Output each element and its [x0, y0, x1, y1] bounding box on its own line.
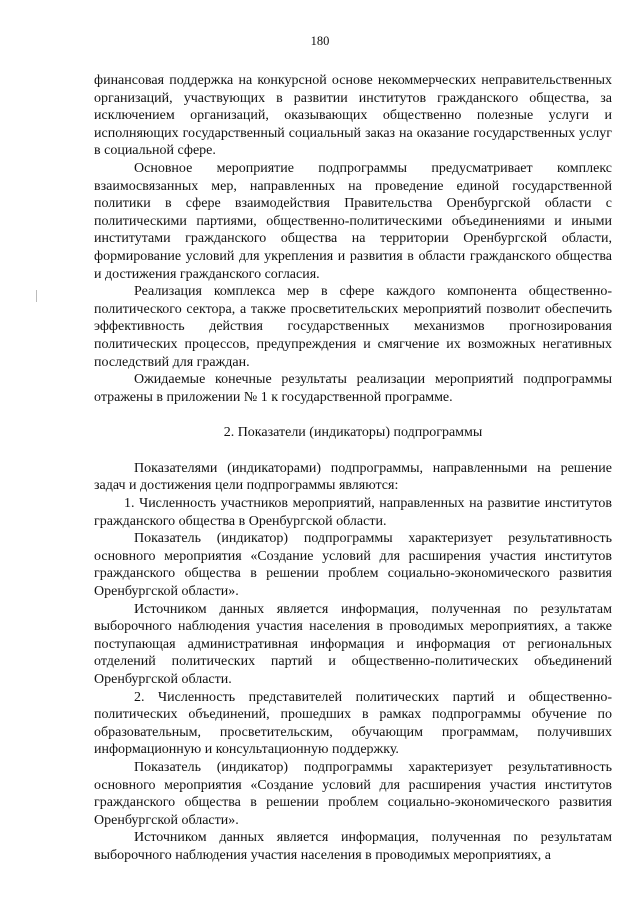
paragraph-2: Основное мероприятие подпрограммы предусматривает комплекс взаимосвязанных мер, направленных на проведение единой государственной политики в сфере взаимодействия Правительства Оренбургской области с политическими партиями, общественно-политическими объединениями и иными институтами гражданского общества на территории Оренбургской области, формирование условий для укрепления и развития в области гражданского общества и достижения гражданского согласия.: [94, 160, 612, 282]
section-heading: 2. Показатели (индикаторы) подпрограммы: [223, 425, 483, 441]
paragraph-11: Источником данных является информация, полученная по результатам выборочного наблюдения участия населения в проводимых мероприятиях, а: [94, 830, 612, 863]
paragraph-4: Ожидаемые конечные результаты реализации мероприятий подпрограммы отражены в приложении № 1 к государственной программе.: [94, 372, 612, 405]
list-item-2: 2. Численность представителей политических партий и общественно-политических объединений, прошедших в рамках подпрограммы обучение по образовательным, просветительским, обучающим программам, получивших информационную и консультационную поддержку.: [94, 689, 612, 758]
paragraph-7: Показатель (индикатор) подпрограммы характеризует результативность основного мероприятия «Создание условий для расширения участия институтов гражданского общества в решении проблем социально-экономического развития Оренбургской области».: [94, 531, 612, 600]
paragraph-3: Реализация комплекса мер в сфере каждого компонента общественно-политического сектора, а также просветительских мероприятий позволит обеспечить эффективность действия государственных механизмов прогнозирования политических процессов, предупреждения и смягчение их возможных негативных последствий для граждан.: [94, 284, 612, 370]
paragraph-1: финансовая поддержка на конкурсной основе некоммерческих неправительственных организаций, участвующих в развитии институтов гражданского общества, за исключением организаций, оказывающих общественно полезные услуги и исполняющих государственный социальный заказ на оказание государственных услуг в социальной сфере.: [94, 73, 612, 159]
margin-mark: [36, 290, 37, 302]
paragraph-8: Источником данных является информация, полученная по результатам выборочного наблюдения участия населения в проводимых мероприятиях, а также поступающая административная информация и информация от региональных отделений политических партий и общественно-политических объединений Оренбургской области.: [94, 601, 612, 687]
paragraph-5: Показателями (индикаторами) подпрограммы, направленными на решение задач и достижения цели подпрограммы являются:: [94, 460, 612, 494]
paragraph-10: Показатель (индикатор) подпрограммы характеризует результативность основного мероприятия «Создание условий для расширения участия институтов гражданского общества в решении проблем социально-экономического развития Оренбургской области».: [94, 759, 612, 828]
list-item-1: 1. Численность участников мероприятий, направленных на развитие институтов гражданского общества в Оренбургской области.: [94, 496, 612, 529]
page-number: 180: [310, 34, 330, 48]
document-body: [94, 72, 612, 865]
